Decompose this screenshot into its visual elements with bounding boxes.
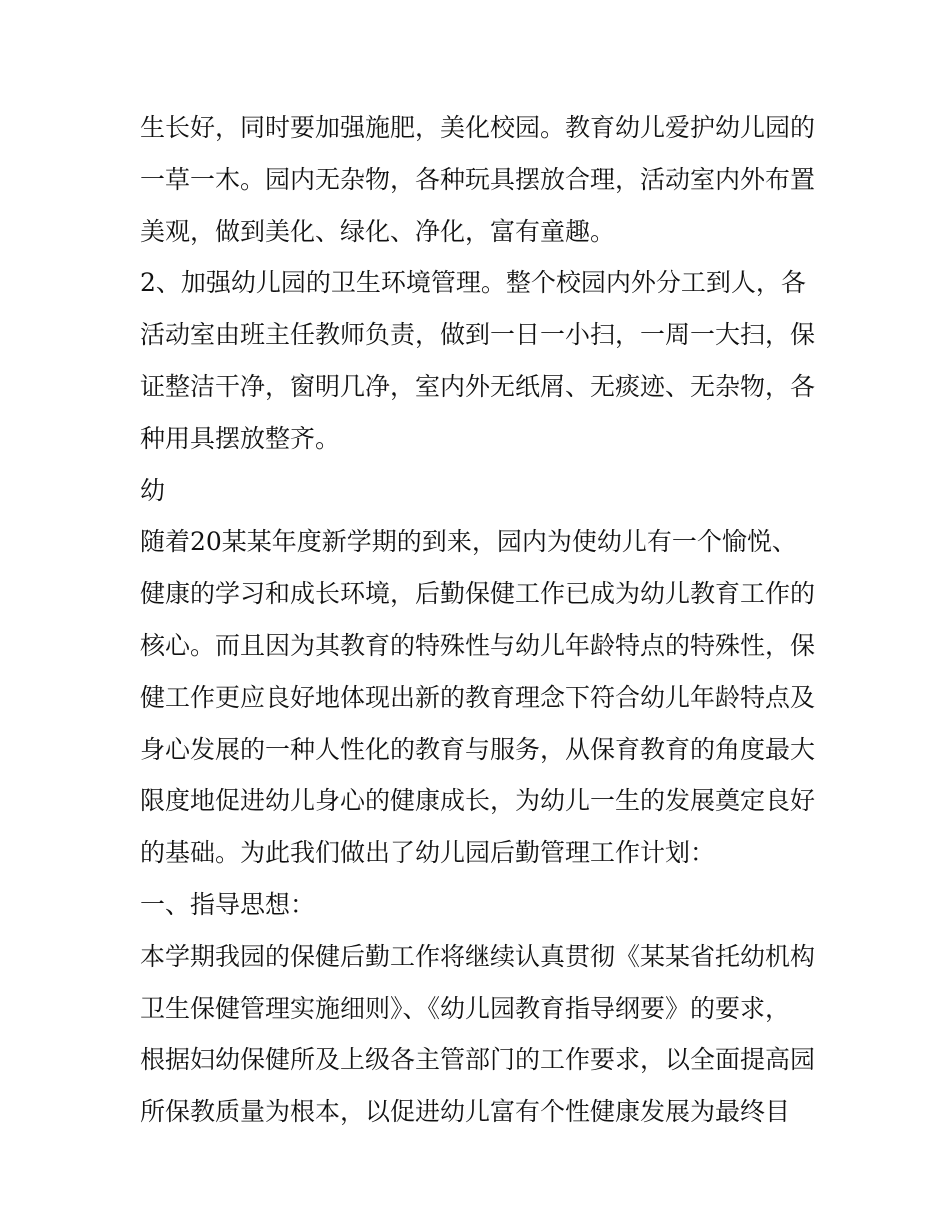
text-line: 2、加强幼儿园的卫生环境管理。整个校园内外分工到人，各 <box>140 268 806 298</box>
text-line: 健康的学习和成长环境，后勤保健工作已成为幼儿教育工作的 <box>140 579 816 609</box>
text-line: 限度地促进幼儿身心的健康成长，为幼儿一生的发展奠定良好 <box>140 786 816 816</box>
text-line: 证整洁干净，窗明几净，室内外无纸屑、无痰迹、无杂物，各 <box>140 371 816 401</box>
text-line: 身心发展的一种人性化的教育与服务，从保育教育的角度最大 <box>140 734 816 764</box>
text-line: 本学期我园的保健后勤工作将继续认真贯彻《某某省托幼机构 <box>140 941 816 971</box>
section-heading: 一、指导思想： <box>140 889 316 919</box>
text-line: 活动室由班主任教师负责，做到一日一小扫，一周一大扫，保 <box>140 320 816 350</box>
text-line: 随着20某某年度新学期的到来，园内为使幼儿有一个愉悦、 <box>140 527 797 557</box>
text-line: 生长好，同时要加强施肥，美化校园。教育幼儿爱护幼儿园的 <box>140 113 816 142</box>
text-line: 卫生保健管理实施细则》、《幼儿园教育指导纲要》的要求， <box>140 993 791 1023</box>
text-line: 健工作更应良好地体现出新的教育理念下符合幼儿年龄特点及 <box>140 682 816 712</box>
text-line: 美观，做到美化、绿化、净化，富有童趣。 <box>140 216 616 246</box>
text-line: 所保教质量为根本，以促进幼儿富有个性健康发展为最终目 <box>140 1097 791 1127</box>
text-line: 种用具摆放整齐。 <box>140 423 341 453</box>
text-line: 的基础。为此我们做出了幼儿园后勤管理工作计划： <box>140 838 716 868</box>
text-line: 幼 <box>140 475 166 505</box>
body-text <box>140 102 820 1138</box>
text-line: 核心。而且因为其教育的特殊性与幼儿年龄特点的特殊性，保 <box>140 630 816 660</box>
text-line: 根据妇幼保健所及上级各主管部门的工作要求，以全面提高园 <box>140 1045 816 1075</box>
text-line: 一草一木。园内无杂物，各种玩具摆放合理，活动室内外布置 <box>140 164 816 194</box>
